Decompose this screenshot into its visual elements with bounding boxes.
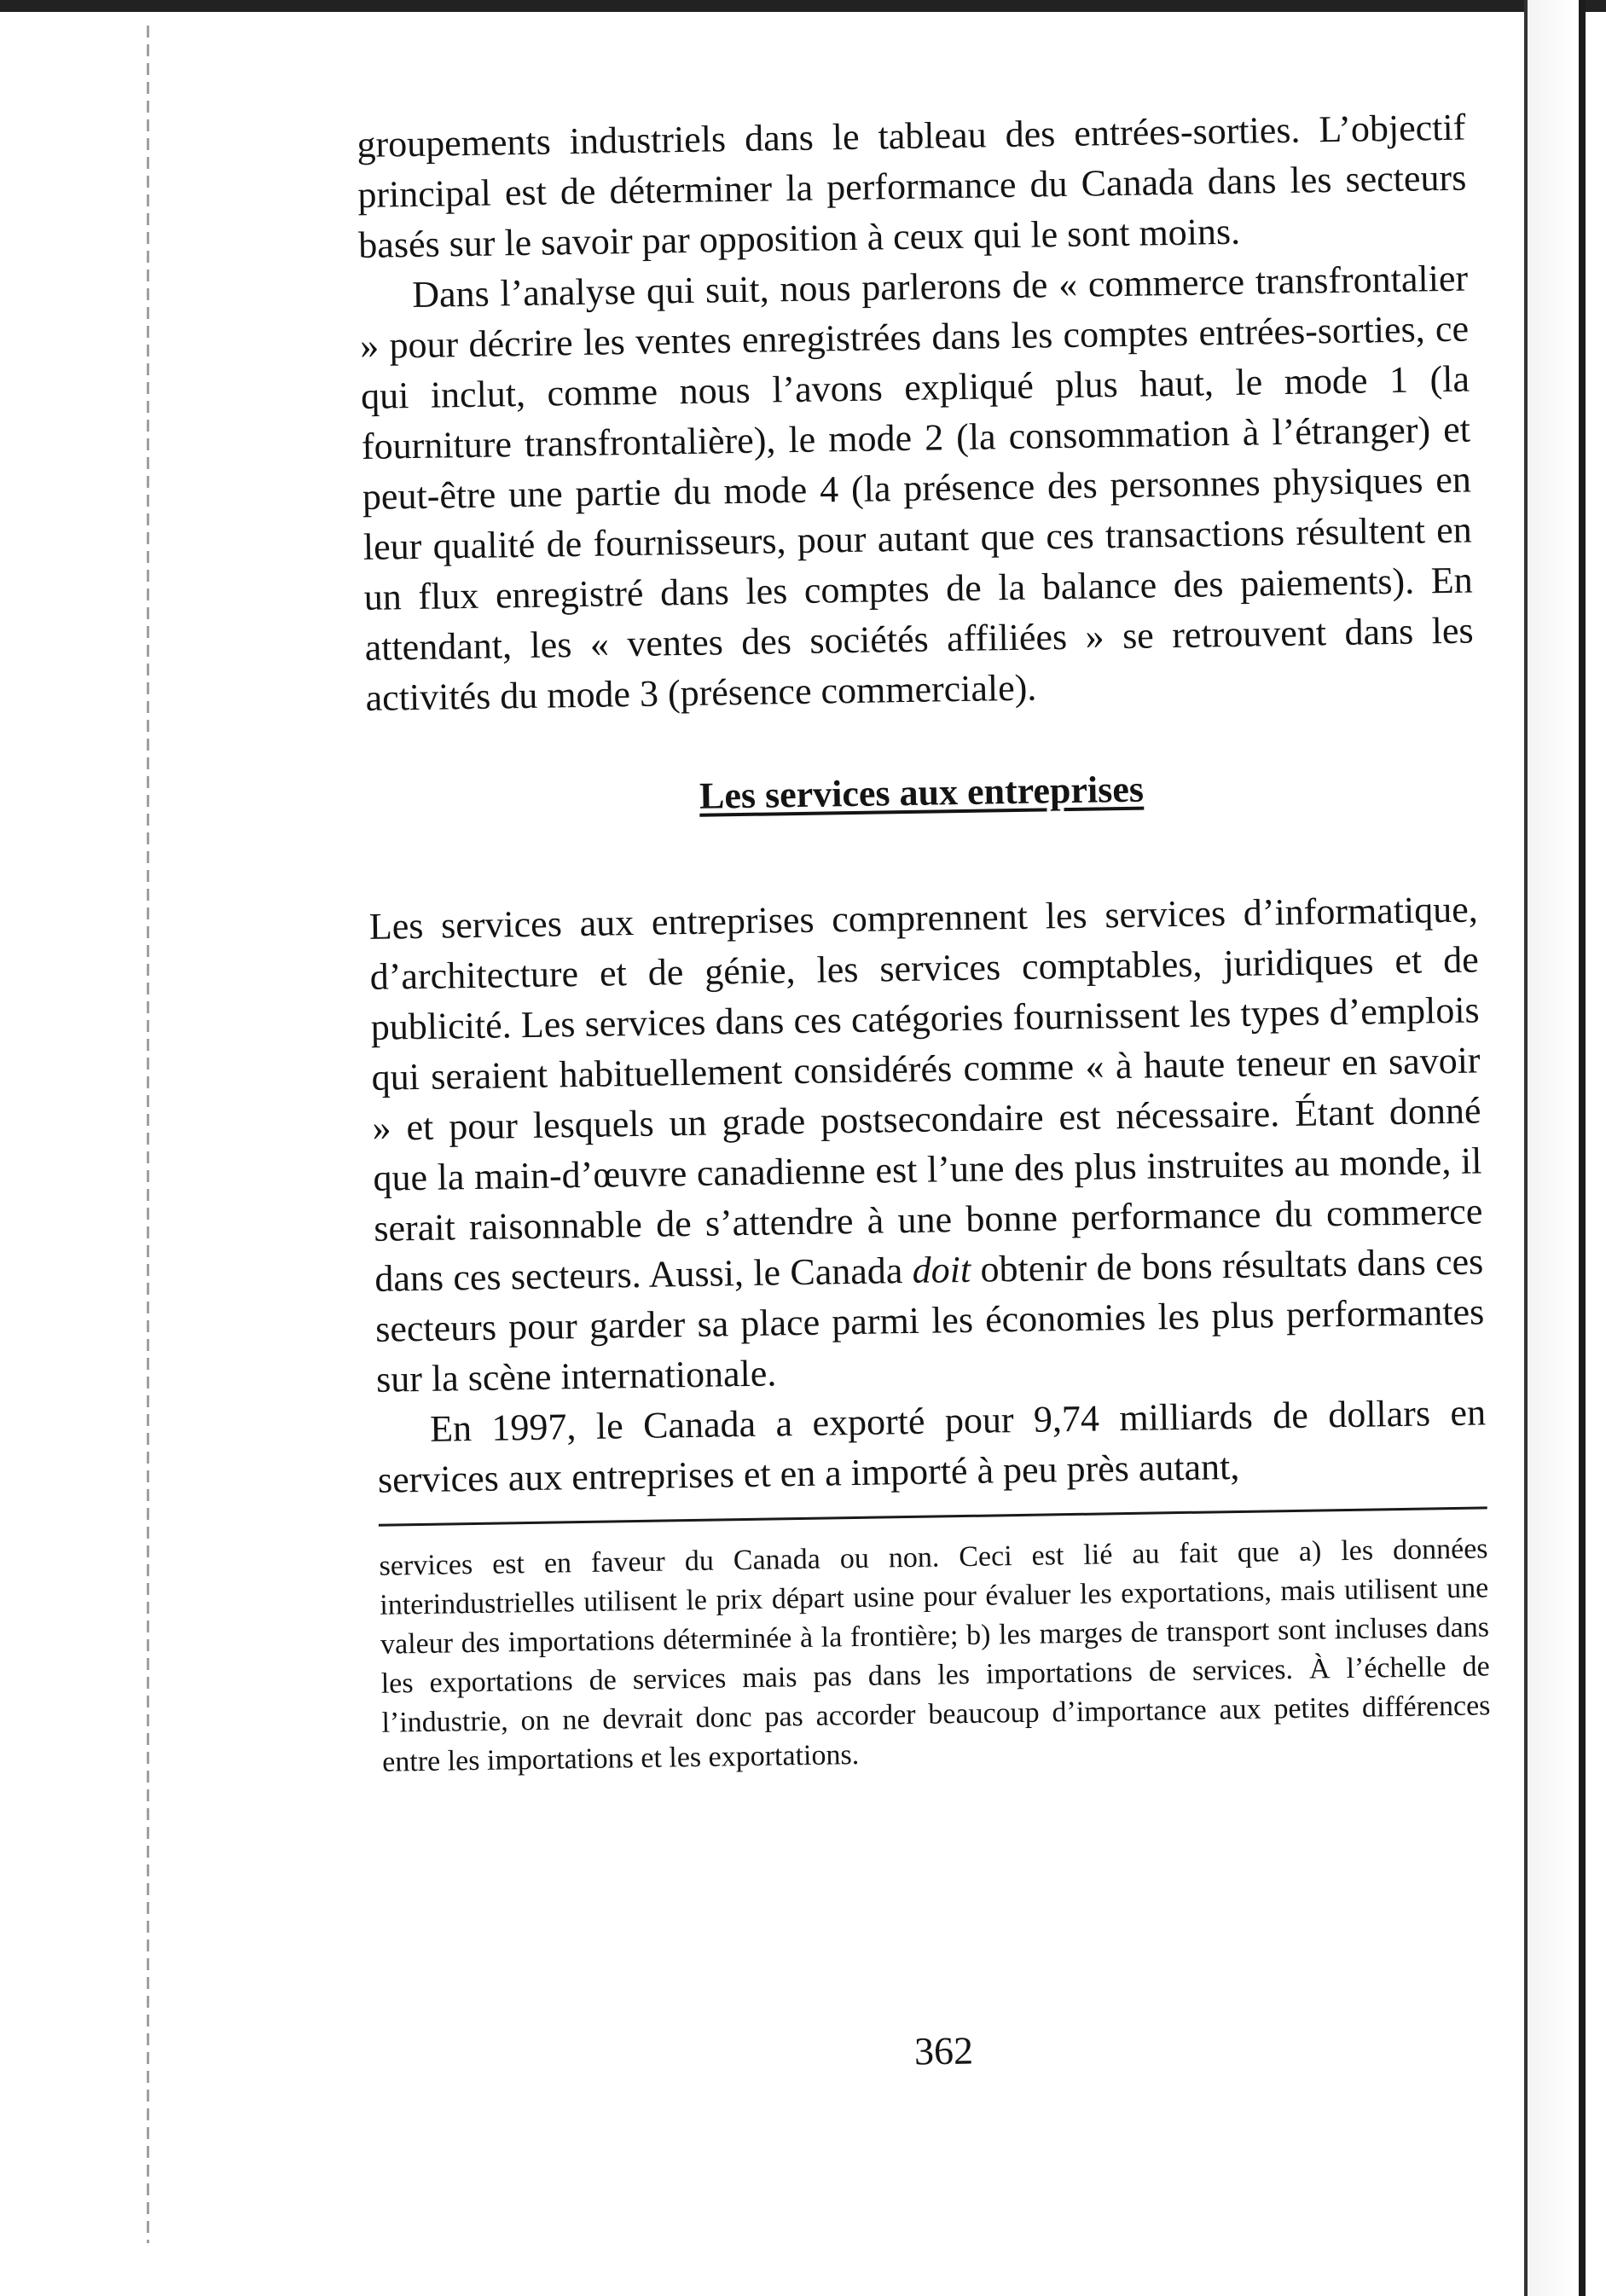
- scan-top-edge: [0, 0, 1606, 12]
- emphasis-doit: doit: [912, 1248, 971, 1291]
- paragraph-1997-exports: En 1997, le Canada a exporté pour 9,74 milliards de dollars en services aux entreprises et en a importé à peu près autant,: [377, 1391, 1487, 1501]
- paragraph-cross-border-trade: Dans l’analyse qui suit, nous parlerons de « commerce transfrontalier » pour décrire les ventes enregistrées dans les comptes entrées-sorties, ce qui inclut, comme nous l’avons expliqué plus haut, le mode 1 (la fourniture transfrontalière), le mode 2 (la consommation à l’étranger) et peut-être une partie du mode 4 (la présence des personnes physiques en leur qualité de fournisseurs, pour autant que ces transactions résultent en un flux enregistré dans les comptes de la balance des paiements). En attendant, les « ventes des sociétés affiliées » se retrouvent dans les activités du mode 3 (présence commerciale).: [359, 257, 1474, 719]
- paragraph-business-services: [368, 884, 1485, 1404]
- section-heading: [367, 758, 1476, 826]
- scan-binding-edge: [147, 26, 149, 2243]
- scan-page-edge: [1524, 0, 1586, 2296]
- page-number: 362: [913, 2028, 974, 2073]
- paragraph-continued: groupements industriels dans le tableau des entrées-sorties. L’objectif principal est de déterminer la performance du Canada dans les secteurs basés sur le savoir par opposition à ceux qui le sont moins.: [357, 106, 1467, 266]
- document-page: [357, 102, 1491, 1783]
- paragraph-business-services-text-1: Les services aux entreprises comprennent les services d’informatique, d’architecture et de génie, les services comptables, juridiques et de publicité. Les services dans ces catégories fournissent les types d’emplois qui seraient habituellement considérés comme « à haute teneur en savoir » et pour lesquels un grade postsecondaire est nécessaire. Étant donné que la main-d’œuvre canadienne est l’une des plus instruites au monde, il serait raisonnable de s’attendre à une bonne performance du commerce dans ces secteurs. Aussi, le Canada: [368, 888, 1483, 1300]
- paragraph-business-services-text-2: obtenir de bons résultats dans ces secteurs pour garder sa place parmi les économies les plus performantes sur la scène internationale.: [374, 1240, 1485, 1400]
- section-heading-text: Les services aux entreprises: [699, 768, 1145, 817]
- footnote-separator: [379, 1506, 1487, 1526]
- footnote: services est en faveur du Canada ou non. Ceci est lié au fait que a) les données interindustrielles utilisent le prix départ usine pour évaluer les exportations, mais utilisent une valeur des importations déterminée à la frontière; b) les marges de transport sont incluses dans les exportations de services mais pas dans les importations de services. À l’échelle de l’industrie, on ne devrait donc pas accorder beaucoup d’importance aux petites différences entre les importations et les exportations.: [379, 1533, 1491, 1778]
